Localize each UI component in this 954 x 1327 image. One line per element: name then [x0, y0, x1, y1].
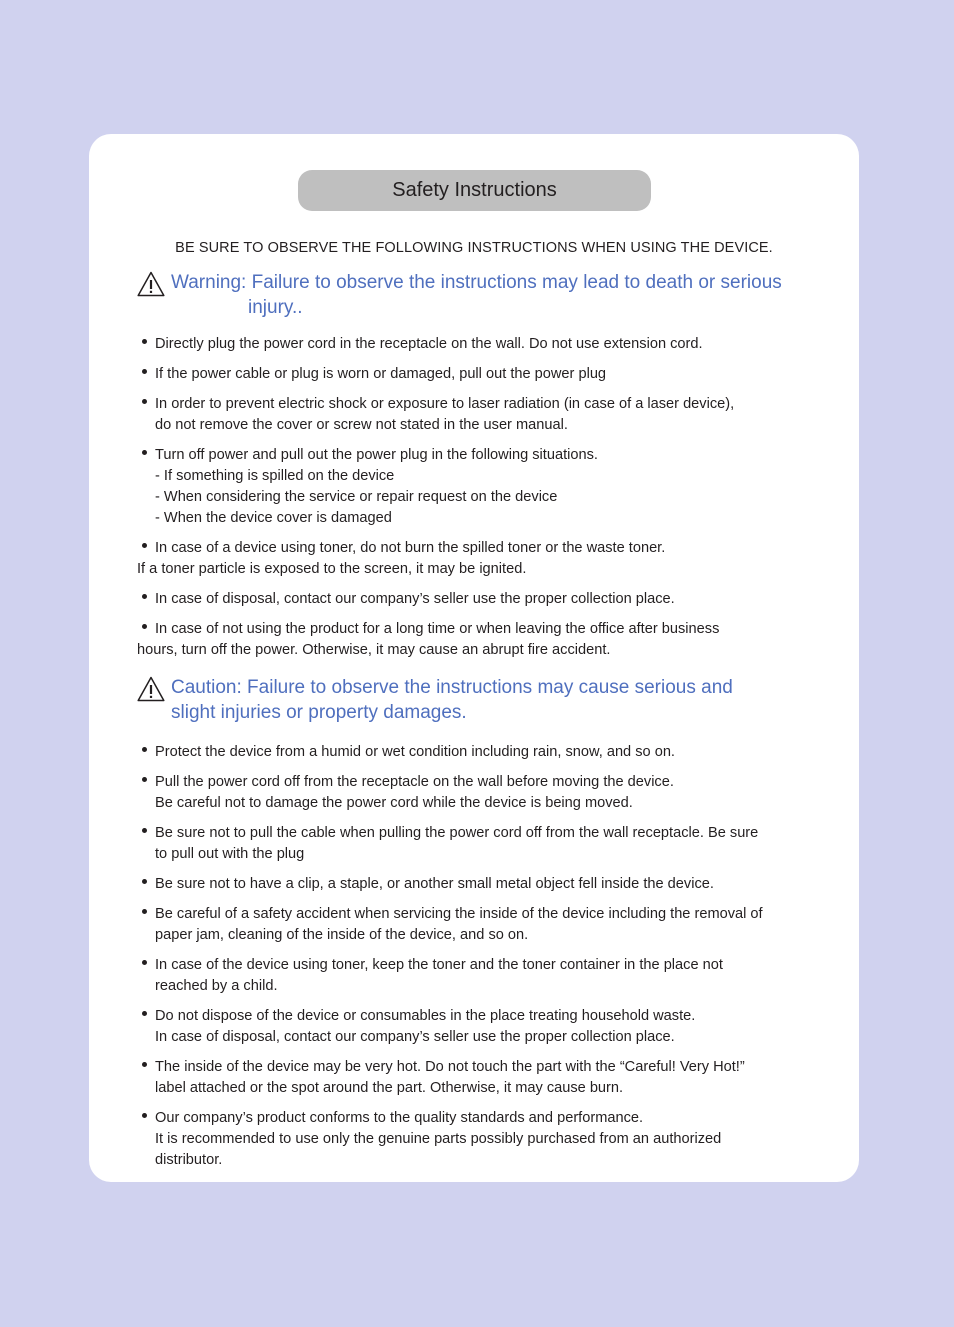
- list-item: [137, 955, 819, 997]
- list-item-text: Turn off power and pull out the power plug in the following situations.: [155, 447, 598, 463]
- list-item: [137, 742, 819, 763]
- caution-section: [137, 675, 819, 1180]
- sub-item-text: - If something is spilled on the device: [155, 468, 395, 484]
- list-item-text: to pull out with the plug: [155, 846, 305, 862]
- warning-heading-line1: Warning: Failure to observe the instructions may lead to death or serious: [171, 272, 782, 293]
- list-item: [137, 772, 819, 814]
- warning-heading-line2: injury..: [248, 297, 303, 318]
- list-item-text: Our company’s product conforms to the quality standards and performance.: [155, 1110, 644, 1126]
- list-item-text: Be sure not to pull the cable when pulling the power cord off from the wall receptacle. Be sure: [155, 825, 759, 841]
- list-item-text: Do not dispose of the device or consumables in the place treating household waste.: [155, 1008, 696, 1024]
- list-item-text: In case of not using the product for a long time or when leaving the office after business: [155, 621, 720, 637]
- page-title-text: Safety Instructions: [392, 179, 557, 201]
- list-item: [137, 1108, 819, 1171]
- sub-item-text: - When the device cover is damaged: [155, 510, 392, 526]
- list-item-text: It is recommended to use only the genuine parts possibly purchased from an authorized: [155, 1131, 722, 1147]
- sub-item-text: - When considering the service or repair request on the device: [155, 489, 558, 505]
- list-item-text: If a toner particle is exposed to the screen, it may be ignited.: [137, 561, 527, 577]
- list-item: [137, 364, 819, 385]
- list-item-text: If the power cable or plug is worn or damaged, pull out the power plug: [155, 366, 607, 382]
- content-card: [89, 134, 859, 1182]
- list-item-text: In case of disposal, contact our company’s seller use the proper collection place.: [155, 591, 675, 607]
- list-item: [137, 394, 819, 436]
- list-item: [137, 823, 819, 865]
- caution-heading-line2: slight injuries or property damages.: [171, 702, 467, 723]
- caution-triangle-icon: [137, 676, 165, 702]
- list-item: [137, 589, 819, 610]
- intro-text: BE SURE TO OBSERVE THE FOLLOWING INSTRUCTIONS WHEN USING THE DEVICE.: [175, 240, 773, 256]
- list-item-text: In case of a device using toner, do not burn the spilled toner or the waste toner.: [155, 540, 666, 556]
- list-item: [137, 538, 819, 580]
- list-item-text: Be careful not to damage the power cord while the device is being moved.: [155, 795, 633, 811]
- list-item: [137, 334, 819, 355]
- list-item: [137, 619, 819, 661]
- warning-list: [137, 334, 819, 661]
- list-item: [137, 1057, 819, 1099]
- list-item-text: Pull the power cord off from the receptacle on the wall before moving the device.: [155, 774, 674, 790]
- list-item-text: label attached or the spot around the part. Otherwise, it may cause burn.: [155, 1080, 624, 1096]
- warning-triangle-icon: [137, 271, 165, 297]
- list-item-text: Protect the device from a humid or wet condition including rain, snow, and so on.: [155, 744, 675, 760]
- list-item-text: distributor.: [155, 1152, 223, 1168]
- list-item-text: paper jam, cleaning of the inside of the device, and so on.: [155, 927, 529, 943]
- list-item: [137, 445, 819, 529]
- list-item-text: In case of disposal, contact our company’s seller use the proper collection place.: [155, 1029, 675, 1045]
- list-item: [137, 874, 819, 895]
- caution-list: [137, 742, 819, 1171]
- list-item-text: reached by a child.: [155, 978, 278, 994]
- list-item-text: In order to prevent electric shock or exposure to laser radiation (in case of a laser device),: [155, 396, 735, 412]
- list-item-text: Be careful of a safety accident when servicing the inside of the device including the removal of: [155, 906, 763, 922]
- warning-heading: [137, 270, 819, 320]
- list-item-text: Directly plug the power cord in the receptacle on the wall. Do not use extension cord.: [155, 336, 703, 352]
- list-item-text: In case of the device using toner, keep the toner and the toner container in the place not: [155, 957, 723, 973]
- list-item-text: do not remove the cover or screw not stated in the user manual.: [155, 417, 568, 433]
- warning-section: [137, 270, 819, 670]
- list-item: [137, 1006, 819, 1048]
- list-item-text: hours, turn off the power. Otherwise, it may cause an abrupt fire accident.: [137, 642, 611, 658]
- caution-heading: [137, 675, 819, 725]
- list-item-text: Be sure not to have a clip, a staple, or another small metal object fell inside the device.: [155, 876, 714, 892]
- list-item-text: The inside of the device may be very hot. Do not touch the part with the “Careful! Very Hot!”: [155, 1059, 745, 1075]
- list-item: [137, 904, 819, 946]
- page-title: [298, 170, 651, 211]
- caution-heading-line1: Caution: Failure to observe the instructions may cause serious and: [171, 677, 733, 698]
